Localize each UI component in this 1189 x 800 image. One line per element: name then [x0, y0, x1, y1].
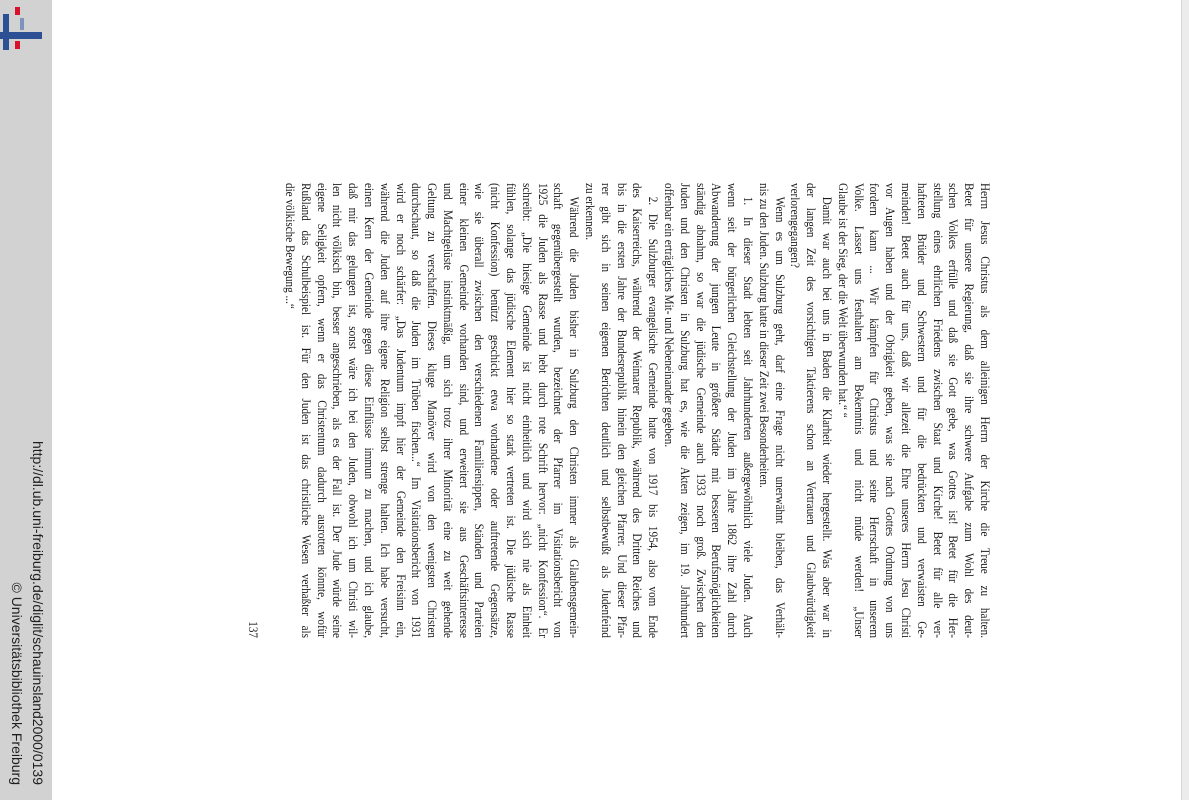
paragraph	[835, 183, 993, 638]
text-line: verlorengegangen?	[788, 183, 804, 268]
vertical-scrollbar[interactable]	[1181, 0, 1189, 800]
text-line: einer kleinen Gemeinde vorhanden sind, und erweitert sie aus Geschäftsinteresse	[456, 183, 472, 639]
text-line: schaft gegenübergestellt wurden, bezeichnet der Pfarrer im Visitationsbericht von	[551, 183, 567, 639]
text-line: fühlen, solange das jüdische Element hier so stark vertreten ist. Die jüdische Rasse	[504, 183, 520, 639]
text-line: bis in die ersten Jahre der Bundesrepublik hinein den gleichen Pfarrer. Und dieser Pfar-	[614, 183, 630, 639]
text-line: Rußland das Schulbeispiel ist. Für den Juden ist das christliche Wesen verhaßter als	[298, 183, 314, 639]
sidebar	[0, 0, 52, 800]
text-line: 1925 die Juden als Rasse und hebt durch rote Schrift hervor: „nicht Konfession“. Er	[535, 183, 551, 639]
source-url: http://dl.ub.uni-freiburg.de/diglit/schauinsland2000/0139	[30, 440, 46, 785]
scanned-page	[245, 183, 993, 638]
text-line: Wenn es um Sulzburg geht, darf eine Frage nicht unerwähnt bleiben, das Verhält-	[772, 196, 788, 639]
text-line: (nicht Konfession) benützt geschickt etwa vorhandene oder auftretende Gegensätze,	[488, 183, 504, 639]
text-line: hafteten Brüder und Schwestern und für die bedrückten und verwaisten Ge-	[914, 183, 930, 639]
paragraph	[582, 183, 661, 638]
text-line: wird er noch schärfer: „Das Judentum impft hier der Gemeinde den Freisinn ein,	[393, 183, 409, 639]
text-line: daß mir das gelungen ist, sonst wäre ich bei den Juden, obwohl ich um Christi wil-	[346, 183, 362, 639]
text-line: rer gibt sich in seinen eigenen Berichten deutlich und selbstbewußt als Judenfeind	[598, 183, 614, 639]
text-line: wenn seit der bürgerlichen Gleichstellung der Juden im Jahre 1862 ihre Zahl durch	[725, 183, 741, 639]
text-line: die völkische Bewegung ...“	[282, 183, 298, 309]
text-line: Juden und den Christen in Sulzburg hat es, wie die Akten zeigen, im 19. Jahrhundert	[677, 183, 693, 639]
text-line: ständig abnahm, so war die jüdische Gemeinde auch 1933 noch groß. Zwischen den	[693, 183, 709, 639]
text-line: Abwanderung der jungen Leute in größere Städte mit besseren Berufsmöglichkeiten	[709, 183, 725, 639]
text-line: 1. In dieser Stadt lebten seit Jahrhunderten außergewöhnlich viele Juden. Auch	[741, 196, 757, 639]
text-line: einen Kern der Gemeinde gegen diese Einflüsse immun zu machen, und ich glaube,	[361, 183, 377, 639]
page-text	[282, 183, 993, 638]
sidebar-caption	[6, 5, 48, 785]
text-line: des Kaiserreichs, während der Weimarer Republik, während des Dritten Reiches und	[630, 183, 646, 639]
text-line: zu erkennen.	[583, 183, 599, 241]
document-viewer	[52, 0, 1181, 800]
text-line: der langen Zeit des vorsichtigen Taktierens schon an Vertrauen und Glaubwürdigkeit	[804, 183, 820, 639]
text-line: eigene Seligkeit opfern, wenn er das Christentum dadurch ausrotten könnte, wofür	[314, 183, 330, 639]
text-line: schreibt: „Die hiesige Gemeinde ist nicht einheitlich und wird sich nie als Einheit	[519, 183, 535, 639]
text-line: Geltung zu verschaffen. Dieses kluge Manöver wird von den wenigsten Christen	[425, 183, 441, 639]
text-line: len nicht völkisch bin, besser angeschrieben, als es der Fall ist. Der Jude würde seine	[330, 183, 346, 639]
paragraph	[282, 183, 582, 638]
text-line: Herrn Jesus Christus als dem alleinigen Herrn der Kirche die Treue zu halten.	[978, 183, 993, 639]
paragraph	[788, 183, 835, 638]
text-line: und Machtgelüste instinktmäßig, um sich trotz ihrer Minorität eine zu weit gehende	[440, 183, 456, 639]
copyright-notice: © Universitätsbibliothek Freiburg	[9, 582, 25, 785]
text-line: vor Augen haben und der Obrigkeit geben, was sie nach Gottes Ordnung von uns	[883, 183, 899, 639]
paragraph	[661, 183, 756, 638]
text-line: schen Volkes erfülle und daß sie Gott gebe, was Gottes ist! Betet für die Her-	[946, 183, 962, 639]
text-line: Während die Juden bisher in Sulzburg den Christen immer als Glaubensgemein-	[567, 196, 583, 639]
text-line: meinden! Betet auch für uns, daß wir allezeit die Ehre unseres Herrn Jesu Christi	[899, 183, 915, 639]
text-line: Damit war auch bei uns in Baden die Klarheit wieder hergestellt. Was aber war in	[820, 196, 836, 639]
text-line: während die Juden auf ihre eigene Religion selbst strenge halten. Ich habe versucht,	[377, 183, 393, 639]
text-line: durchschaut, so daß die Juden im Trüben fischen...“ Im Visitationsbericht von 1931	[409, 183, 425, 639]
text-line: wie sie überall zwischen den verschiedenen Familiensippen, Ständen und Parteien	[472, 183, 488, 639]
page-number: 137	[246, 621, 262, 639]
text-line: offenbar ein erträgliches Mit- und Nebeneinander gegeben.	[662, 183, 678, 448]
text-line: stellung eines ehrlichen Friedens zwischen Staat und Kirche! Betet für alle ver-	[930, 183, 946, 639]
paragraph	[756, 183, 788, 638]
text-line: Volke. Lasset uns festhalten am Bekenntnis und nicht müde werden! „Unser	[851, 183, 867, 639]
text-line: Betet für unsere Regierung, daß sie ihre schwere Aufgabe zum Wohl des deut-	[962, 183, 978, 639]
text-line: nis zu den Juden. Sulzburg hatte in dieser Zeit zwei Besonderheiten.	[756, 183, 772, 488]
text-line: fordern kann ... Wir kämpfen für Christus und seine Herrschaft in unserem	[867, 183, 883, 639]
text-line: 2. Die Sulzburger evangelische Gemeinde hatte von 1917 bis 1954, also vom Ende	[646, 196, 662, 639]
text-line: Glaube ist der Sieg, der die Welt überwunden hat.“ “	[835, 183, 851, 418]
